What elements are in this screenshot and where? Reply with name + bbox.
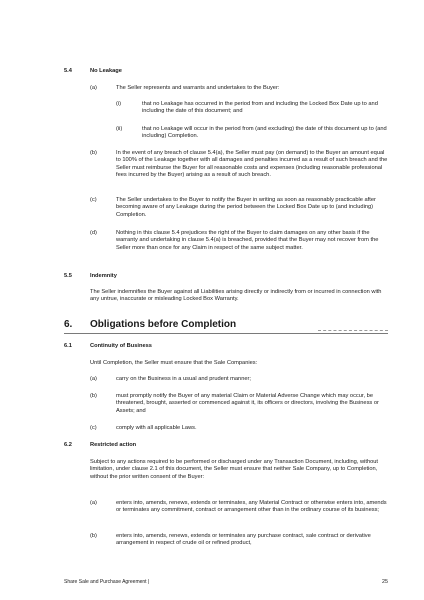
footer-document-title: Share Sale and Purchase Agreement | <box>64 579 150 585</box>
item-text: comply with all applicable Laws. <box>116 425 197 431</box>
item-label: (a) <box>90 500 97 506</box>
item-label: (a) <box>90 376 97 382</box>
clause-number: 6.2 <box>64 442 72 448</box>
clause-text: The Seller indemnifies the Buyer against all Liabilities arising directly or indirectly from or incurred in connection with any untrue, inaccurate or misleading Locked Box Warranty. <box>90 289 382 303</box>
subitem-text: that no Leakage will occur in the period from (and excluding) the date of this document up to (and including) Completion. <box>142 126 387 140</box>
section-title: Obligations before Completion <box>90 319 237 330</box>
item-text: The Seller represents and warrants and undertakes to the Buyer: <box>116 85 280 91</box>
section-number: 6. <box>64 319 73 330</box>
section-dashed-rule <box>318 330 388 331</box>
item-text: enters into, amends, renews, extends or terminates, any Material Contract or otherwise enters into, amends or terminates any commitment, contract or arrangement other than in the ordinary course of its business; <box>116 500 387 514</box>
clause-heading: No Leakage <box>90 68 122 74</box>
clause-number: 5.4 <box>64 68 72 74</box>
item-label: (c) <box>90 425 97 431</box>
clause-intro: Until Completion, the Seller must ensure that the Sale Companies: <box>90 360 258 366</box>
item-label: (d) <box>90 230 97 236</box>
subitem-text: that no Leakage has occurred in the period from and including the Locked Box Date up to and including the date of this document; and <box>142 101 378 115</box>
section-rule <box>64 333 388 334</box>
item-label: (b) <box>90 150 97 156</box>
item-label: (b) <box>90 533 97 539</box>
clause-heading: Continuity of Business <box>90 343 152 349</box>
item-label: (b) <box>90 393 97 399</box>
subitem-label: (ii) <box>116 126 123 132</box>
item-text: carry on the Business in a usual and prudent manner; <box>116 376 252 382</box>
clause-number: 6.1 <box>64 343 72 349</box>
item-text: The Seller undertakes to the Buyer to notify the Buyer in writing as soon as reasonably practicable after becoming aware of any Leakage during the period between the Locked Box Date up to (and including) Completion. <box>116 197 376 218</box>
clause-heading: Indemnity <box>90 273 117 279</box>
item-text: enters into, amends, renews, extends or terminates any purchase contract, sale contract or derivative arrangement in respect of crude oil or refined product, <box>116 533 371 547</box>
subitem-label: (i) <box>116 101 122 107</box>
item-label: (c) <box>90 197 97 203</box>
clause-intro: Subject to any actions required to be performed or discharged under any Transaction Document, including, without limitation, under clause 2.1 of this document, the Seller must ensure that neither Sale Company, up to Completion, without the prior written consent of the Buyer: <box>90 459 379 480</box>
item-text: Nothing in this clause 5.4 prejudices the right of the Buyer to claim damages on any other basis if the warranty and undertaking in clause 5.4(a) is breached, provided that the Buyer may not recover from the Seller more than once for any Claim in respect of the same subject matter. <box>116 230 379 251</box>
item-text: In the event of any breach of clause 5.4(a), the Seller must pay (on demand) to the Buyer an amount equal to 100% of the Leakage together with all damages and penalties incurred as a result of such breach and the Seller must reimburse the Buyer for all reasonable costs and expenses (including reasonable professional fees incurred by the Buyer) arising as a result of such breach. <box>116 150 388 179</box>
page-number: 25 <box>382 579 388 585</box>
item-label: (a) <box>90 85 97 91</box>
item-text: must promptly notify the Buyer of any material Claim or Material Adverse Change which may occur, be threatened, brought, asserted or commenced against it, its officers or directors, involving the Business or Assets; and <box>116 393 379 414</box>
clause-heading: Restricted action <box>90 442 137 448</box>
clause-number: 5.5 <box>64 273 72 279</box>
